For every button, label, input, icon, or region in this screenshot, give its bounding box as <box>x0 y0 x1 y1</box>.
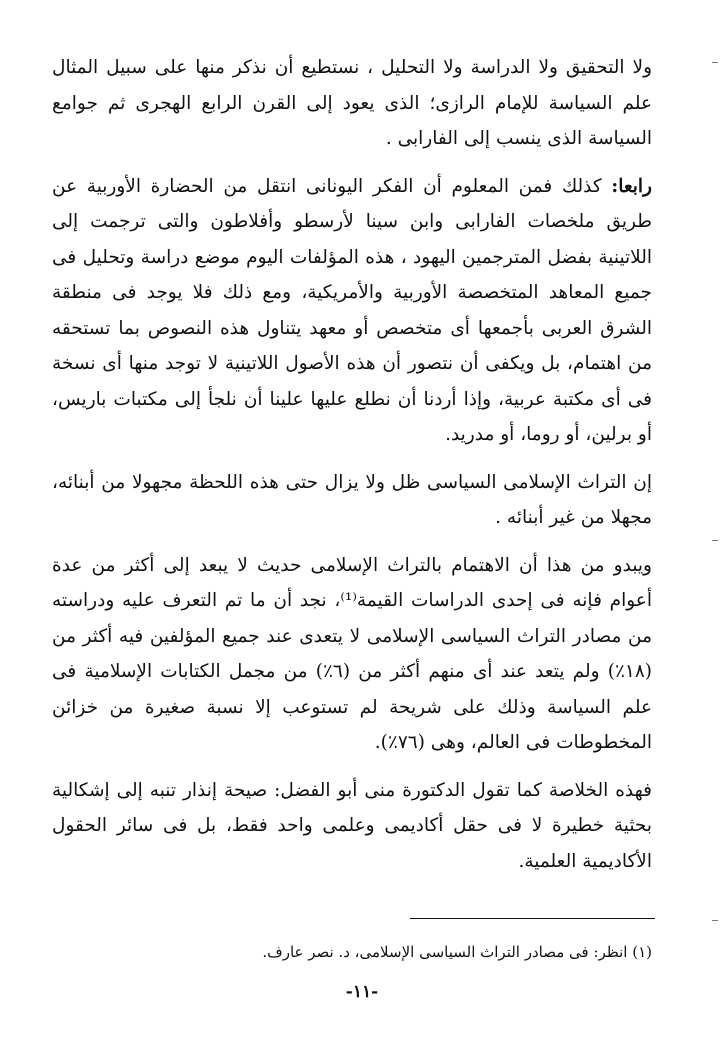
scan-edge-mark <box>712 540 718 541</box>
paragraph-2 <box>52 169 652 453</box>
page-body <box>52 50 652 879</box>
scan-edge-mark <box>712 920 718 921</box>
paragraph-2-lead: رابعا: <box>611 175 652 197</box>
paragraph-3: إن التراث الإسلامى السياسى ظل ولا يزال حتى هذه اللحظة مجهولا من أبنائه، مجهلا من غير أبنائه . <box>52 471 652 528</box>
paragraph-2-text: كذلك فمن المعلوم أن الفكر اليونانى انتقل من الحضارة الأوربية عن طريق ملخصات الفارابى وابن سينا لأرسطو وأفلاطون والتى ترجمت إلى اللاتينية بفضل المترجمين اليهود ، هذه المؤلفات اليوم موضع دراسة وتحليل فى جميع المعاهد المتخصصة الأوربية والأمريكية، ومع ذلك فلا يوجد فى منطقة الشرق العربى بأجمعها أى متخصص أو معهد يتناول هذه النصوص بما تستحقه من اهتمام، بل ويكفى أن نتصور أن هذه الأصول اللاتينية لا توجد منها أى نسخة فى أى مكتبة عربية، وإذا أردنا أن نطلع عليها علينا أن نلجأ إلى مكتبات باريس، أو برلين، أو روما، أو مدريد. <box>52 175 652 445</box>
paragraph-5: فهذه الخلاصة كما تقول الدكتورة منى أبو الفضل: صيحة إنذار تنبه إلى إشكالية بحثية خطيرة لا فى حقل أكاديمى وعلمى واحد فقط، بل فى سائر الحقول الأكاديمية العلمية. <box>52 779 652 872</box>
footnote: (١) انظر: فى مصادر التراث السياسى الإسلامى، د. نصر عارف. <box>262 943 652 961</box>
paragraph-4: ويبدو من هذا أن الاهتمام بالتراث الإسلامى حديث لا يبعد إلى أكثر من عدة أعوام فإنه فى إحدى الدراسات القيمة⁽¹⁾، نجد أن ما تم التعرف عليه ودراسته من مصادر التراث السياسى الإسلامى لا يتعدى عند جميع المؤلفين فيه أكثر من (١٨٪) ولم يتعد عند أى منهم أكثر من (٦٪) من مجمل الكتابات الإسلامية فى علم السياسة وذلك على شريحة لم تستوعب إلا نسبة صغيرة من خزائن المخطوطات فى العالم، وهى (٧٦٪). <box>52 554 652 753</box>
paragraph-1: ولا التحقيق ولا الدراسة ولا التحليل ، نستطيع أن نذكر منها على سبيل المثال علم السياسة للإمام الرازى؛ الذى يعود إلى القرن الرابع الهجرى ثم جوامع السياسة الذى ينسب إلى الفارابى . <box>52 57 652 149</box>
page-number: -١١- <box>345 982 379 1002</box>
scan-edge-mark <box>712 62 718 63</box>
footnote-divider <box>410 918 655 919</box>
